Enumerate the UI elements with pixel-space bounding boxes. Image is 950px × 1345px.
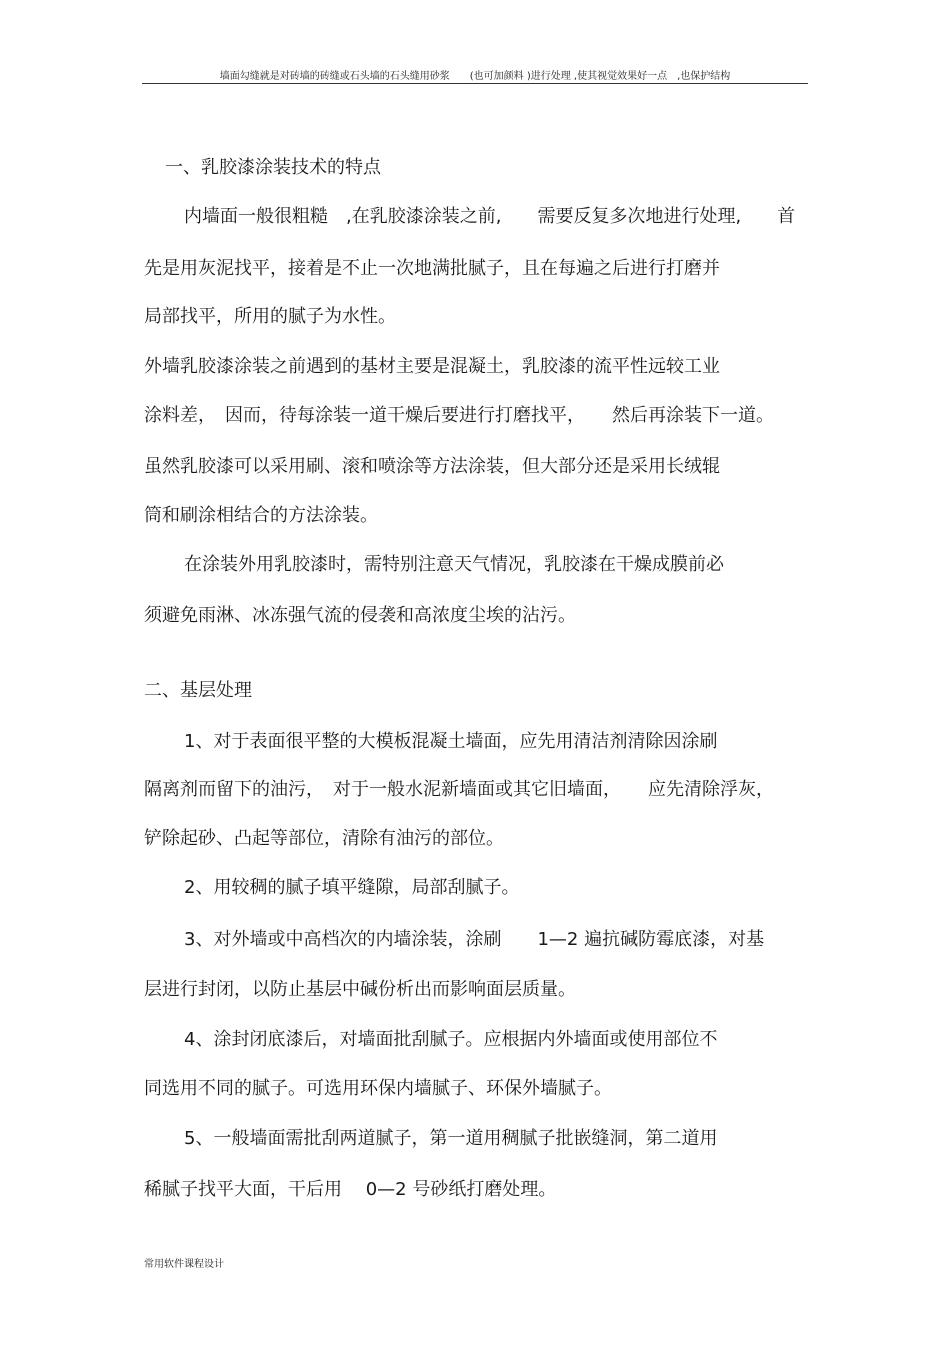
paragraph-line: 涂料差， 因而，待每涂装一道干燥后要进行打磨找平， 然后再涂装下一道。 — [144, 405, 774, 426]
header-divider — [142, 83, 808, 84]
paragraph-line: 2、用较稠的腻子填平缝隙，局部刮腻子。 — [184, 877, 520, 898]
paragraph-line: 外墙乳胶漆涂装之前遇到的基材主要是混凝土，乳胶漆的流平性远较工业 — [144, 356, 720, 377]
paragraph-line: 稀腻子找平大面，干后用 0—2 号砂纸打磨处理。 — [144, 1179, 557, 1200]
paragraph-line: 3、对外墙或中高档次的内墙涂装，涂刷 1—2 遍抗碱防霉底漆，对基 — [184, 929, 765, 950]
paragraph-line: 先是用灰泥找平，接着是不止一次地满批腻子，且在每遍之后进行打磨并 — [144, 258, 720, 279]
paragraph-line: 铲除起砂、凸起等部位，清除有油污的部位。 — [144, 828, 504, 849]
paragraph-line: 1、对于表面很平整的大模板混凝土墙面，应先用清洁剂清除因涂刷 — [184, 731, 718, 752]
paragraph-line: 层进行封闭，以防止基层中碱份析出而影响面层质量。 — [144, 979, 576, 1000]
section-heading-1: 一、乳胶漆涂装技术的特点 — [165, 157, 381, 178]
paragraph-line: 须避免雨淋、冰冻强气流的侵袭和高浓度尘埃的沾污。 — [144, 605, 576, 626]
paragraph-line: 5、一般墙面需批刮两道腻子，第一道用稠腻子批嵌缝洞，第二道用 — [184, 1128, 718, 1149]
paragraph-line: 内墙面一般很粗糙 ,在乳胶漆涂装之前, 需要反复多次地进行处理, 首 — [184, 206, 796, 227]
section-heading-2: 二、基层处理 — [144, 680, 252, 701]
page-footer: 常用软件课程设计 — [144, 1259, 224, 1270]
paragraph-line: 虽然乳胶漆可以采用刷、滚和喷涂等方法涂装，但大部分还是采用长绒辊 — [144, 456, 720, 477]
paragraph-line: 4、涂封闭底漆后，对墙面批刮腻子。应根据内外墙面或使用部位不 — [184, 1029, 718, 1050]
paragraph-line: 局部找平，所用的腻子为水性。 — [144, 306, 396, 327]
paragraph-line: 同选用不同的腻子。可选用环保内墙腻子、环保外墙腻子。 — [144, 1078, 612, 1099]
page-header: 墙面勾缝就是对砖墙的砖缝或石头墙的石头缝用砂浆 (也可加颜料 )进行处理 ,使其视觉效果好一点 ,也保护结构 — [219, 71, 731, 82]
paragraph-line: 隔离剂而留下的油污， 对于一般水泥新墙面或其它旧墙面， 应先清除浮灰， — [144, 779, 774, 800]
paragraph-line: 筒和刷涂相结合的方法涂装。 — [144, 505, 378, 526]
paragraph-line: 在涂装外用乳胶漆时，需特别注意天气情况，乳胶漆在干燥成膜前必 — [184, 554, 724, 575]
